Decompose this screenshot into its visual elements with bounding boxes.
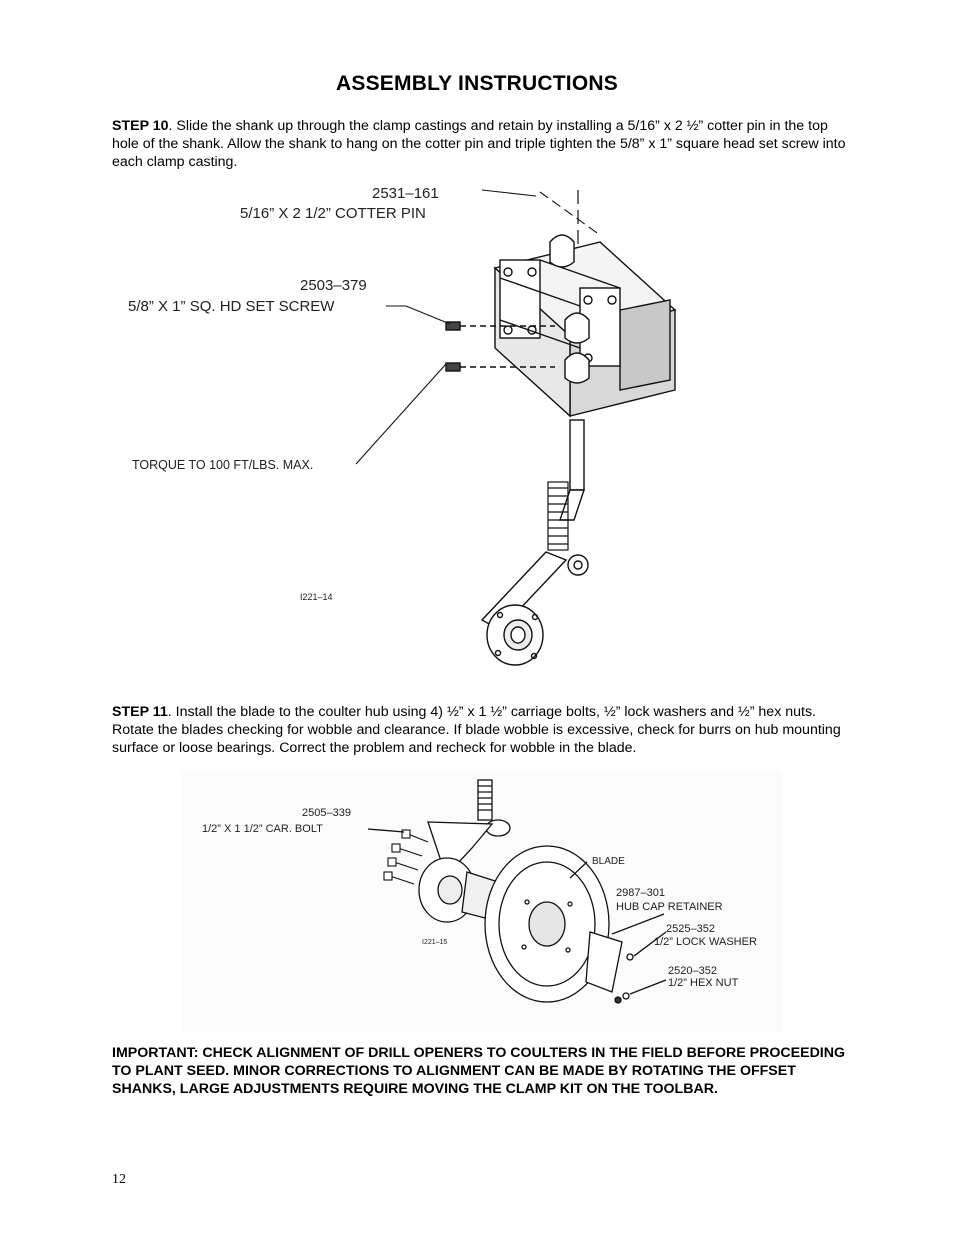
page-title: ASSEMBLY INSTRUCTIONS	[336, 72, 618, 95]
step-10-paragraph	[112, 117, 857, 171]
callout-carriage-bolt-desc: 1/2” X 1 1/2” CAR. BOLT	[202, 823, 323, 835]
callout-torque-note: TORQUE TO 100 FT/LBS. MAX.	[132, 458, 314, 472]
step-11-text: . Install the blade to the coulter hub using 4) ½” x 1 ½” carriage bolts, ½” lock washers and ½” hex nuts. Rotate the blades checking for wobble and clearance. If blade wobble is excessive, check for burrs on hub mounting surface or loose bearings. Correct the problem and recheck for wobble in the blade.	[112, 704, 841, 756]
callout-set-screw-desc: 5/8” X 1” SQ. HD SET SCREW	[128, 298, 335, 315]
step-10-text: . Slide the shank up through the clamp castings and retain by installing a 5/16” x 2 ½” cotter pin in the top hole of the shank. Allow the shank to hang on the cotter pin and triple tighten the 5/8” x 1” square head set screw into each clamp casting.	[112, 118, 846, 170]
figure-1-id: I221–14	[300, 592, 333, 602]
callout-lock-washer-part: 2525–352	[666, 923, 715, 935]
figure-2-id: I221–15	[422, 939, 448, 946]
callout-blade: BLADE	[592, 856, 625, 867]
callout-cotter-pin-desc: 5/16” X 2 1/2” COTTER PIN	[240, 205, 426, 222]
page-number: 12	[112, 1172, 126, 1187]
important-notice: IMPORTANT: CHECK ALIGNMENT OF DRILL OPENERS TO COULTERS IN THE FIELD BEFORE PROCEEDING TO PLANT SEED. MINOR CORRECTIONS TO ALIGNMENT CAN BE MADE BY ROTATING THE OFFSET SHANKS, LARGE ADJUSTMENTS REQUIRE MOVING THE CLAMP KIT ON THE TOOLBAR.	[112, 1045, 846, 1097]
callout-hub-cap-retainer-desc: HUB CAP RETAINER	[616, 901, 723, 913]
step-11-paragraph	[112, 703, 857, 757]
callout-carriage-bolt-part: 2505–339	[302, 807, 351, 819]
callout-hex-nut-desc: 1/2” HEX NUT	[668, 977, 739, 989]
step-11-label: STEP 11	[112, 704, 168, 720]
callout-cotter-pin-part: 2531–161	[372, 185, 439, 202]
callout-hex-nut-part: 2520–352	[668, 965, 717, 977]
callout-lock-washer-desc: 1/2” LOCK WASHER	[654, 936, 757, 948]
figure-shank-clamp-diagram	[110, 180, 710, 675]
step-10-label: STEP 10	[112, 118, 169, 134]
callout-hub-cap-retainer-part: 2987–301	[616, 887, 665, 899]
callout-set-screw-part: 2503–379	[300, 277, 367, 294]
figure-blade-hub-diagram	[182, 772, 782, 1032]
